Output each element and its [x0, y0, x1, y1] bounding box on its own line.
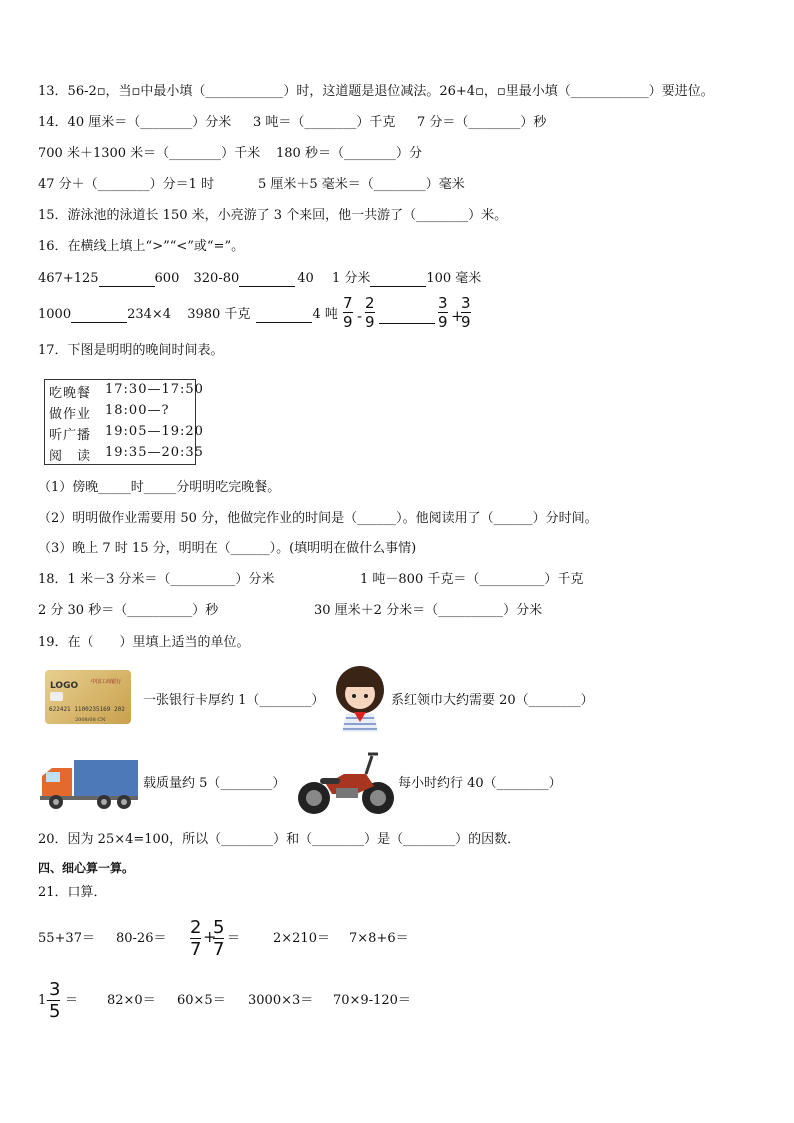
- plus-sign: +: [451, 307, 464, 325]
- q16-r1b: 320-80: [193, 271, 240, 286]
- compare-blank[interactable]: [256, 322, 312, 323]
- card-bank: 中国工商银行: [91, 679, 122, 685]
- activity: 做作业: [49, 407, 92, 422]
- q20: 20．因为 25×4=100，所以（________）和（________）是（________）的因数．: [38, 832, 521, 847]
- q19-t2: 系红领巾大约需要 20（________）: [391, 693, 594, 708]
- calc-item: 55+37＝: [38, 931, 95, 946]
- fraction: 2 9: [365, 294, 375, 331]
- compare-blank[interactable]: [99, 286, 155, 287]
- card-number: 622421 1100235169 202: [49, 706, 125, 713]
- chip-icon: [50, 692, 63, 701]
- compare-blank[interactable]: [71, 322, 127, 323]
- card-small: 2008/08 CN: [75, 717, 106, 723]
- q18-b: 1 吨－800 千克＝（__________）千克: [360, 572, 584, 587]
- section-heading: 四、细心算一算。: [38, 861, 135, 875]
- q14-d: 700 米＋1300 米＝（________）千米: [38, 146, 261, 161]
- q19-t1: 一张银行卡厚约 1（________）: [143, 693, 325, 708]
- calc-item: 80-26＝: [116, 931, 167, 946]
- q16-r1a: 467+125: [38, 271, 99, 286]
- q17-title: 17．下图是明明的晚间时间表。: [38, 343, 224, 358]
- plus-sign: +: [203, 927, 217, 946]
- compare-blank[interactable]: [239, 286, 295, 287]
- compare-blank[interactable]: [370, 286, 426, 287]
- q14-a: 14．40 厘米＝（________）分米: [38, 115, 232, 130]
- q19-title: 19．在（ ）里填上适当的单位。: [38, 635, 250, 650]
- q14-f: 47 分＋（________）分＝1 时: [38, 177, 215, 192]
- q16-r1c: 1 分米: [331, 271, 371, 286]
- q16-r1a2: 600: [154, 271, 180, 286]
- q17-s1: （1）傍晚_____时_____分明明吃完晚餐。: [38, 480, 281, 495]
- time: 18:00—?: [105, 403, 170, 418]
- fraction: 3 5: [49, 979, 61, 1022]
- schedule-table: [44, 379, 204, 465]
- q18-c: 2 分 30 秒＝（__________）秒: [38, 603, 219, 618]
- q14-b: 3 吨＝（________）千克: [253, 115, 396, 130]
- q17-s3: （3）晚上 7 时 15 分，明明在（______）。(填明明在做什么事情): [38, 541, 417, 556]
- calc-item: 70×9-120＝: [333, 993, 411, 1008]
- q18-d: 30 厘米＋2 分米＝（__________）分米: [314, 603, 543, 618]
- calc-item: 60×5＝: [177, 993, 226, 1008]
- card-logo: LOGO: [50, 681, 79, 691]
- activity: 听广播: [49, 428, 92, 443]
- equals-sign: ＝: [65, 993, 79, 1008]
- motorcycle-icon: [296, 748, 396, 818]
- activity: 吃晚餐: [49, 386, 92, 401]
- compare-blank[interactable]: [379, 308, 435, 324]
- calc-prefix: 1-: [38, 993, 51, 1008]
- calc-item: 82×0＝: [107, 993, 156, 1008]
- minus-sign: -: [357, 307, 363, 325]
- fraction: 3 9: [438, 294, 448, 331]
- truck-icon: [40, 758, 140, 812]
- q13: 13．56-2▫，当▫中最小填（____________）时，这道题是退位减法。26+4▫，▫里最小填（____________）要进位。: [38, 84, 714, 99]
- q14-c: 7 分＝（________）秒: [417, 115, 547, 130]
- fraction: 3 9: [461, 294, 471, 331]
- q16-row1: [38, 271, 481, 287]
- q21-title: 21．口算．: [38, 885, 107, 900]
- q16-r1c2: 100 毫米: [426, 271, 482, 286]
- activity: 阅 读: [49, 449, 92, 464]
- q15: 15．游泳池的泳道长 150 米，小亮游了 3 个来回，他一共游了（________）米。: [38, 208, 508, 223]
- q16-r2b: 3980 千克: [187, 307, 251, 322]
- fraction: 2 7: [190, 917, 202, 960]
- q17-s2: （2）明明做作业需要用 50 分，他做完作业的时间是（______）。他阅读用了（______）分时间。: [38, 511, 598, 526]
- time: 19:35—20:35: [105, 445, 204, 460]
- calc-item: 7×8+6＝: [349, 931, 409, 946]
- q19-t3: 载质量约 5（________）: [143, 776, 286, 791]
- q16-row2: [38, 307, 338, 323]
- q16-r2a2: 234×4: [127, 307, 172, 322]
- q19-t4: 每小时约行 40（________）: [398, 776, 562, 791]
- q16-r2a: 1000: [38, 307, 72, 322]
- q14-g: 5 厘米＋5 毫米＝（________）毫米: [258, 177, 465, 192]
- calc-item: 2×210＝: [273, 931, 330, 946]
- fraction: 7 9: [343, 294, 353, 331]
- equals-sign: ＝: [227, 931, 241, 946]
- q16-title: 16．在横线上填上“>”“<”或“=”。: [38, 239, 245, 254]
- q18-a: 18．1 米－3 分米＝（__________）分米: [38, 572, 275, 587]
- fraction: 5 7: [213, 917, 225, 960]
- calc-item: 3000×3＝: [248, 993, 314, 1008]
- time: 19:05—19:20: [105, 424, 204, 439]
- time: 17:30—17:50: [105, 382, 204, 397]
- girl-icon: [332, 664, 388, 732]
- q14-e: 180 秒＝（________）分: [276, 146, 422, 161]
- bank-card-image: [45, 670, 131, 724]
- q16-r2b2: 4 吨: [312, 307, 338, 322]
- q16-r1b2: 40: [297, 271, 314, 286]
